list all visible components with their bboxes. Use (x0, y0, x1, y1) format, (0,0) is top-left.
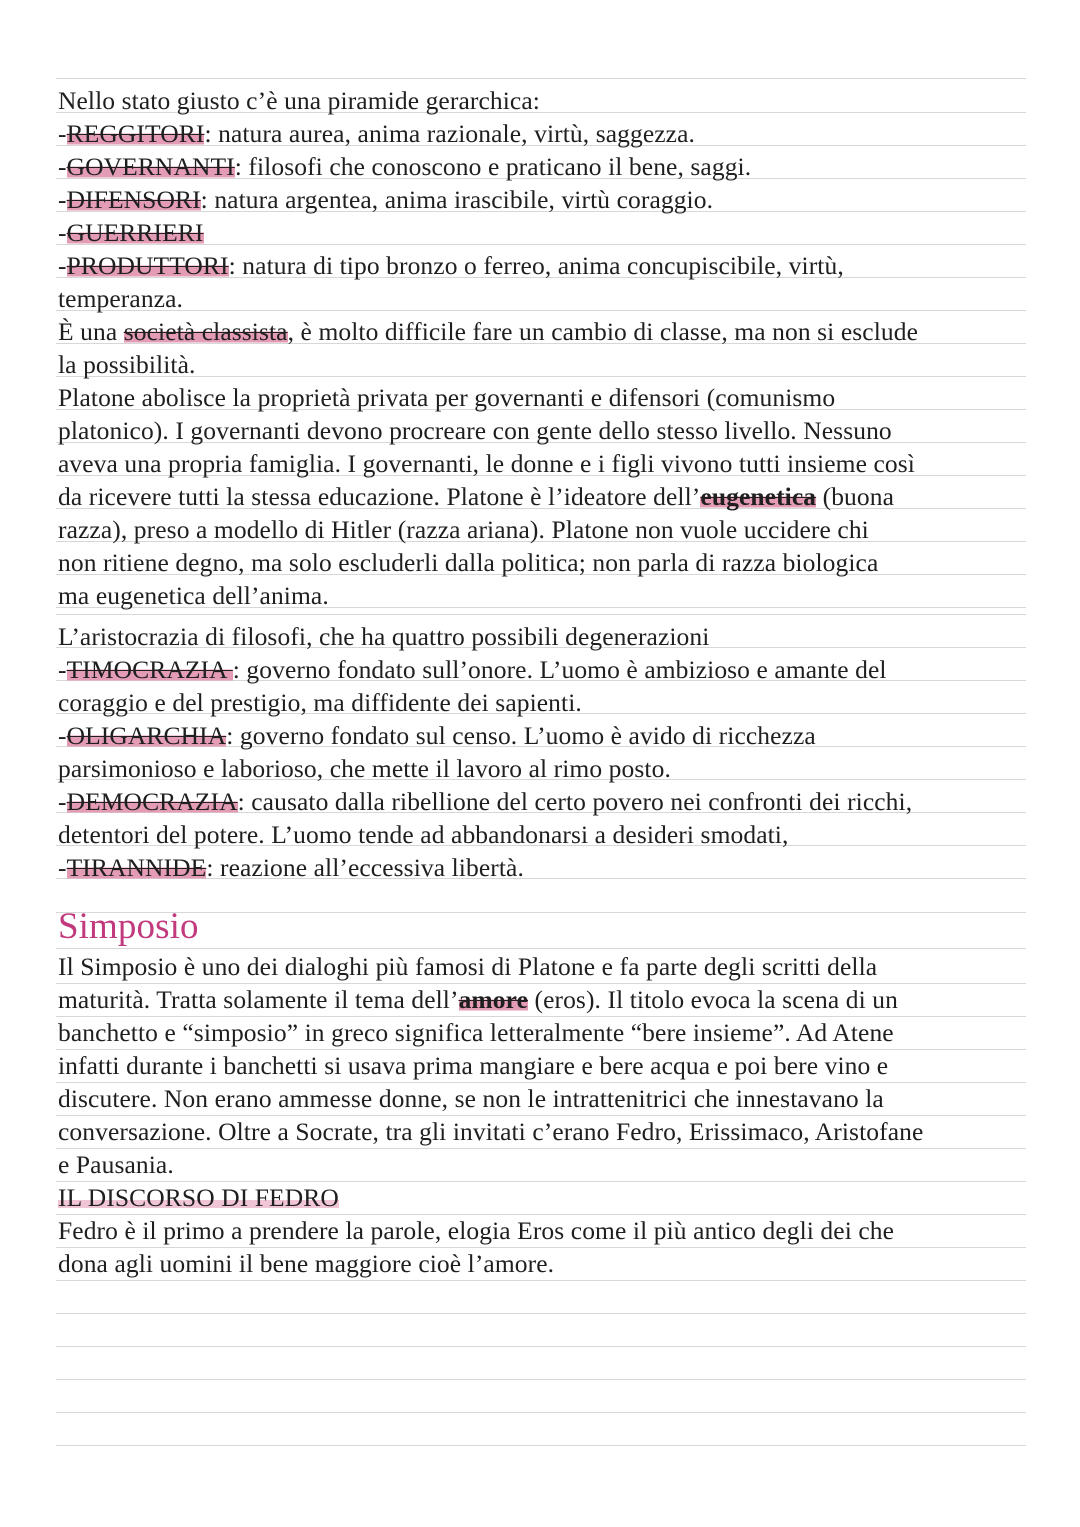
note-line: discutere. Non erano ammesse donne, se non le intrattenitrici che innestavano la (58, 1084, 884, 1113)
note-line: la possibilità. (58, 350, 196, 379)
note-line: coraggio e del prestigio, ma diffidente dei sapienti. (58, 688, 582, 717)
note-text: È una (58, 317, 124, 346)
highlight-term: OLIGARCHIA (66, 721, 227, 750)
dash: - (58, 185, 67, 214)
dash: - (58, 721, 67, 750)
note-line (58, 249, 1033, 282)
note-text: (buona (816, 482, 895, 511)
dash: - (58, 152, 67, 181)
highlight-term: amore (458, 985, 528, 1014)
highlight-term: TIMOCRAZIA (66, 655, 233, 684)
note-line: non ritiene degno, ma solo escluderli dalla politica; non parla di razza biologica (58, 548, 879, 577)
note-line: Platone abolisce la proprietà privata per governanti e difensori (comunismo (58, 383, 836, 412)
note-line (58, 719, 1033, 752)
note-line: temperanza. (58, 284, 183, 313)
note-line (58, 983, 1033, 1016)
note-line (58, 117, 1033, 150)
highlight-term: società classista (123, 317, 288, 346)
note-text: : reazione all’eccessiva libertà. (206, 853, 524, 882)
note-text: maturità. Tratta solamente il tema dell’ (58, 985, 459, 1014)
note-line (58, 785, 1033, 818)
note-line: conversazione. Oltre a Socrate, tra gli invitati c’erano Fedro, Erissimaco, Aristofane (58, 1117, 924, 1146)
highlight-term: eugenetica (700, 482, 817, 511)
highlight-term: DEMOCRAZIA (66, 787, 238, 816)
note-text: : governo fondato sul censo. L’uomo è avido di ricchezza (226, 721, 816, 750)
note-line: dona agli uomini il bene maggiore cioè l’amore. (58, 1249, 555, 1278)
note-line: detentori del potere. L’uomo tende ad abbandonarsi a desideri smodati, (58, 820, 789, 849)
ruled-line (56, 1346, 1026, 1347)
note-text: : filosofi che conoscono e praticano il bene, saggi. (234, 152, 752, 181)
note-line: Nello stato giusto c’è una piramide gerarchica: (58, 86, 540, 115)
note-line (58, 653, 1033, 686)
note-text: : natura di tipo bronzo o ferreo, anima concupiscibile, virtù, (228, 251, 844, 280)
highlight-term: PRODUTTORI (66, 251, 229, 280)
note-line (58, 183, 1033, 216)
note-line (58, 1181, 1033, 1214)
highlight-term: REGGITORI (66, 119, 205, 148)
note-line (58, 150, 1033, 183)
dash: - (58, 119, 67, 148)
highlight-term: GOVERNANTI (66, 152, 235, 181)
ruled-line (56, 1379, 1026, 1380)
note-line (58, 851, 1033, 884)
note-line: L’aristocrazia di filosofi, che ha quattro possibili degenerazioni (58, 622, 710, 651)
note-line: razza), preso a modello di Hitler (razza ariana). Platone non vuole uccidere chi (58, 515, 869, 544)
highlight-term: TIRANNIDE (66, 853, 207, 882)
subheading: IL DISCORSO DI FEDRO (58, 1183, 339, 1212)
highlight-term: GUERRIERI (66, 218, 204, 247)
dash: - (58, 251, 67, 280)
note-text: da ricevere tutti la stessa educazione. Platone è l’ideatore dell’ (58, 482, 701, 511)
note-line: Fedro è il primo a prendere la parole, elogia Eros come il più antico degli dei che (58, 1216, 895, 1245)
note-line: platonico). I governanti devono procreare con gente dello stesso livello. Nessuno (58, 416, 892, 445)
highlight-term: DIFENSORI (66, 185, 201, 214)
note-text: (eros). Il titolo evoca la scena di un (528, 985, 898, 1014)
ruled-line (56, 1445, 1026, 1446)
note-line: aveva una propria famiglia. I governanti, le donne e i figli vivono tutti insieme così (58, 449, 915, 478)
note-line: ma eugenetica dell’anima. (58, 581, 329, 610)
ruled-line (56, 1280, 1026, 1281)
note-line: parsimonioso e laborioso, che mette il lavoro al rimo posto. (58, 754, 671, 783)
ruled-line (56, 78, 1026, 79)
note-line: e Pausania. (58, 1150, 174, 1179)
notes-text (58, 84, 1033, 1280)
note-text: : governo fondato sull’onore. L’uomo è ambizioso e amante del (232, 655, 887, 684)
dash: - (58, 787, 67, 816)
note-text: , è molto difficile fare un cambio di classe, ma non si esclude (287, 317, 918, 346)
dash: - (58, 655, 67, 684)
note-text: : causato dalla ribellione del certo povero nei confronti dei ricchi, (237, 787, 913, 816)
ruled-line (56, 1313, 1026, 1314)
note-line (58, 315, 1033, 348)
ruled-line (56, 1412, 1026, 1413)
dash: - (58, 853, 67, 882)
note-line: banchetto e “simposio” in greco significa letteralmente “bere insieme”. Ad Atene (58, 1018, 894, 1047)
note-text: : natura aurea, anima razionale, virtù, saggezza. (204, 119, 695, 148)
note-line: infatti durante i banchetti si usava prima mangiare e bere acqua e poi bere vino e (58, 1051, 889, 1080)
note-line: Il Simposio è uno dei dialoghi più famosi di Platone e fa parte degli scritti della (58, 952, 878, 981)
section-heading: Simposio (58, 906, 199, 947)
note-text: : natura argentea, anima irascibile, virtù coraggio. (200, 185, 714, 214)
spacer (58, 612, 1033, 620)
dash: - (58, 218, 67, 247)
note-line (58, 216, 1033, 249)
note-line (58, 480, 1033, 513)
